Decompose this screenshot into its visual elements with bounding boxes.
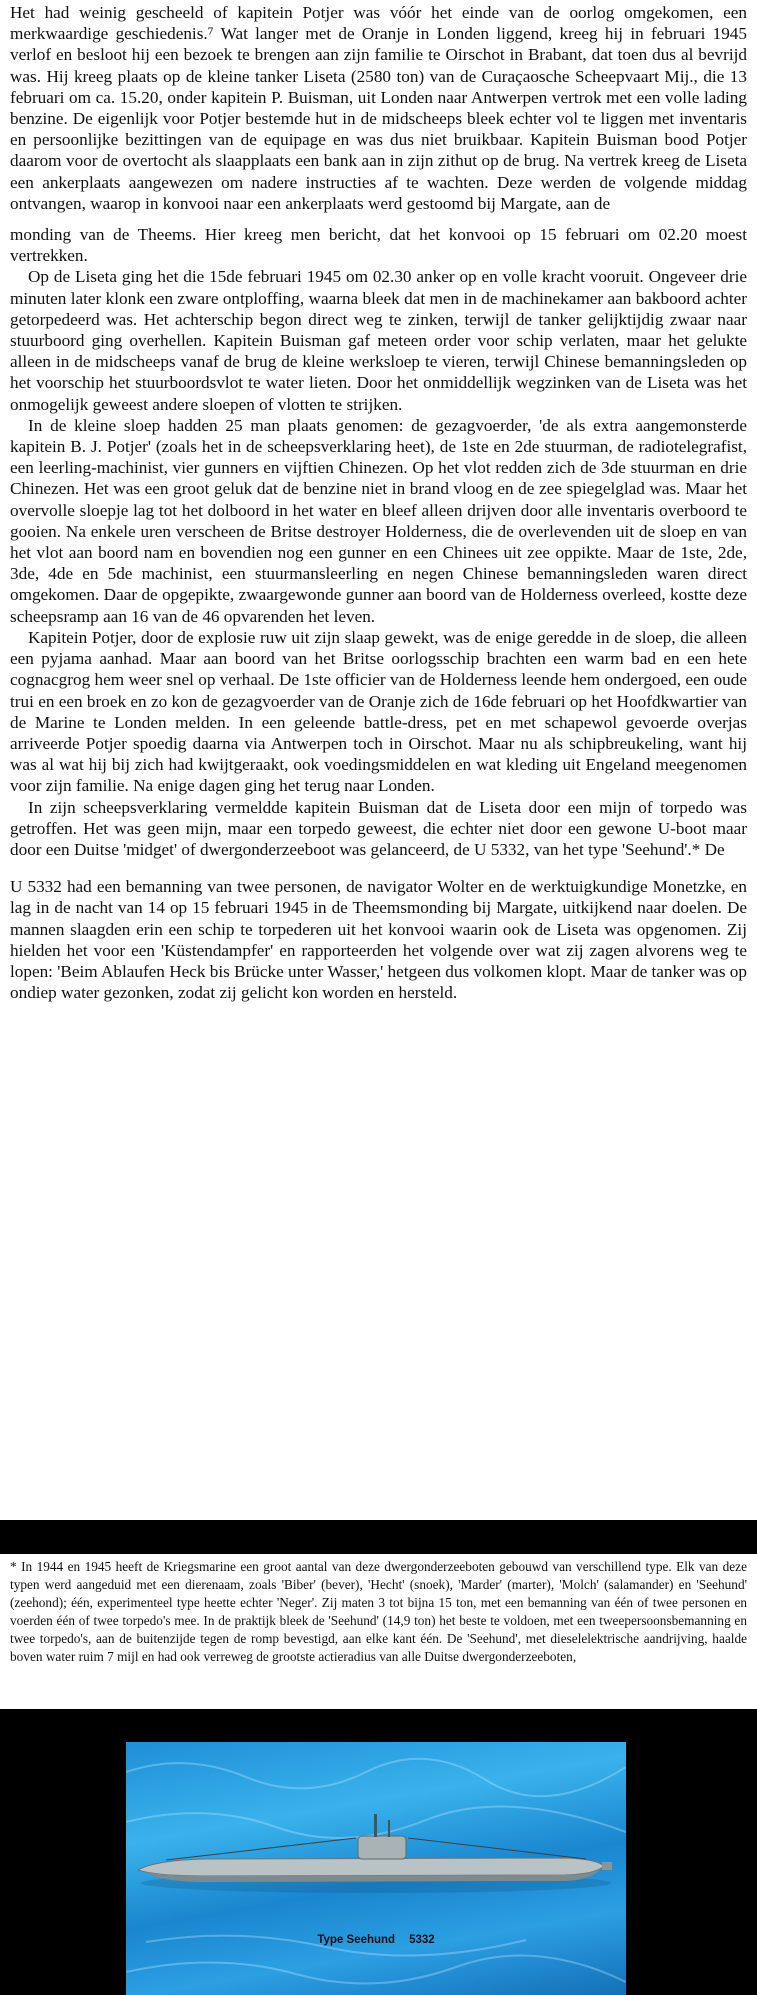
photo-caption (126, 1934, 626, 1946)
seehund-photo (126, 1742, 626, 1995)
paragraph-4: In de kleine sloep hadden 25 man plaats genomen: de gezagvoerder, 'de als extra aangemonsterde kapitein B. J. Potjer' (zoals het in de scheepsverklaring heet), de 1ste en 2de stuurman, de radiotelegrafist, een leerling-machinist, vier gunners en vijftien Chinezen. Op het vlot redden zich de 3de stuurman en drie Chinezen. Het was een groot geluk dat de benzine niet in brand vloog en de zee spiegelglad was. Maar het overvolle sloepje lag tot het dolboord in het water en bleef alleen drijven door alle inventaris overboord te gooien. Na enkele uren verscheen de Britse destroyer Holderness, die de overlevenden uit de sloep en van het vlot aan boord nam en bovendien nog een gunner en een Chinees uit zee oppikte. Maar de 1ste, 2de, 3de, 4de en 5de machinist, een stuurmansleerling en negen Chinese bemanningsleden waren direct omgekomen. Daar de opgepikte, zwaargewonde gunner aan boord van de Holderness overleed, kostte deze scheepsramp aan 16 van de 46 opvarenden het leven. (10, 415, 747, 626)
footnote: * In 1944 en 1945 heeft de Kriegsmarine een groot aantal van deze dwergonderzeeboten gebouwd van verschillend type. Elk van deze typen werd aangeduid met een dierenaam, zoals 'Biber' (bever), 'Hecht' (snoek), 'Marder' (marter), 'Molch' (salamander) en 'Seehund' (zeehond); één, experimenteel type heette echter 'Neger'. Zij maten 3 tot bijna 15 ton, met een bemanning van één of twee personen en voerden één of twee torpedo's mee. In de praktijk bleek de 'Seehund' (14,9 ton) het beste te voldoen, met een tweepersoonsbemanning en twee torpedo's, aan de buitenzijde tegen de romp bevestigd, aan elke kant één. De 'Seehund', met dieselelektrische aandrijving, haalde boven water ruim 7 mijl en had ook verreweg de grootste actieradius van alle Duitse dwergonderzeeboten, (0, 1554, 757, 1709)
caption-type: Type Seehund (317, 1934, 396, 1946)
seehund-submarine-illustration (126, 1742, 626, 1995)
paragraph-3: Op de Liseta ging het die 15de februari 1945 om 02.30 anker op en volle kracht vooruit. Ongeveer drie minuten later klonk een zware ontploffing, waarna bleek dat men in de machinekamer aan bakboord achter getorpedeerd was. Het achterschip begon direct weg te zinken, terwijl de tanker gelijktijdig zwaar naar stuurboord ging overhellen. Kapitein Buisman gaf meteen order voor schip verlaten, maar het gelukte alleen in de midscheeps vanaf de brug de kleine werksloep te vieren, terwijl Chinese bemanningsleden op het voorschip het stuurboordsvlot te water lieten. Door het onmiddellijk wegzinken van de Liseta was het onmogelijk geweest andere sloepen of vlotten te strijken. (10, 267, 747, 414)
black-separator (0, 1520, 757, 1554)
paragraph-7: U 5332 had een bemanning van twee personen, de navigator Wolter en de werktuigkundige Monetzke, en lag in de nacht van 14 op 15 februari 1945 in de Theemsmonding bij Margate, uitkijkend naar doelen. De mannen slaagden erin een schip te torpederen uit het konvooi waarin ook de Liseta was opgenomen. Zij hielden het voor een 'Küstendampfer' en rapporteerden het volgende over wat zij zagen alvorens weg te lopen: 'Beim Ablaufen Heck bis Brücke unter Wasser,' hetgeen dus volkomen klopt. Maar de tanker was op ondiep water gezonken, zodat zij gelicht kon worden en hersteld. (10, 877, 747, 1003)
paragraph-5: Kapitein Potjer, door de explosie ruw uit zijn slaap gewekt, was de enige geredde in de sloep, die alleen een pyjama aanhad. Maar aan boord van het Britse oorlogsschip brachten een warm bad en een hete cognacgrog hem weer snel op verhaal. De 1ste officier van de Holderness leende hem ondergoed, een oude trui en een broek en zo kon de gezagvoerder van de Oranje zich de 16de februari op het Hoofdkwartier van de Marine te Londen melden. In een geleende battle-dress, pet en met schapewol gevoerde overjas arriveerde Potjer spoedig daarna via Antwerpen toch in Oirschot. Maar nu als schipbreukeling, want hij was al wat hij bij zich had kwijtgeraakt, ook voedingsmiddelen en wat kleding uit Engeland meegenomen voor zijn familie. Na enige dagen ging het terug naar Londen. (10, 627, 747, 796)
paragraph-6: In zijn scheepsverklaring vermeldde kapitein Buisman dat de Liseta door een mijn of torpedo was getroffen. Het was geen mijn, maar een torpedo geweest, die echter niet door een gewone U-boot maar door een Duitse 'midget' of dwergonderzeeboot was gelanceerd, de U 5332, van het type 'Seehund'.* De (10, 797, 747, 859)
paragraph-1: Het had weinig gescheeld of kapitein Potjer was vóór het einde van de oorlog omgekomen, een merkwaardige geschiedenis.⁷ Wat langer met de Oranje in Londen liggend, kreeg hij in februari 1945 verlof en besloot hij een bezoek te brengen aan zijn familie te Oirschot in Brabant, dat toen dus al bevrijd was. Hij kreeg plaats op de kleine tanker Liseta (2580 ton) van de Curaçaosche Scheepvaart Mij., die 13 februari om ca. 15.20, onder kapitein P. Buisman, uit Londen naar Antwerpen vertrok met een volle lading benzine. De eigenlijk voor Potjer bestemde hut in de midscheeps bleek echter vol te liggen met inventaris en persoonlijke bezittingen van de equipage en was dus niet bruikbaar. Kapitein Buisman bood Potjer daarom voor de overtocht als slaapplaats een bank aan in zijn zithut op de brug. Na vertrek kreeg de Liseta een ankerplaats aangewezen om nadere instructies af te wachten. Deze werden de volgende middag ontvangen, waarop in konvooi naar een ankerplaats werd gestoomd bij Margate, aan de (10, 3, 747, 213)
caption-number: 5332 (409, 1934, 435, 1946)
paragraph-2: monding van de Theems. Hier kreeg men bericht, dat het konvooi op 15 februari om 02.20 moest vertrekken. (10, 225, 747, 266)
